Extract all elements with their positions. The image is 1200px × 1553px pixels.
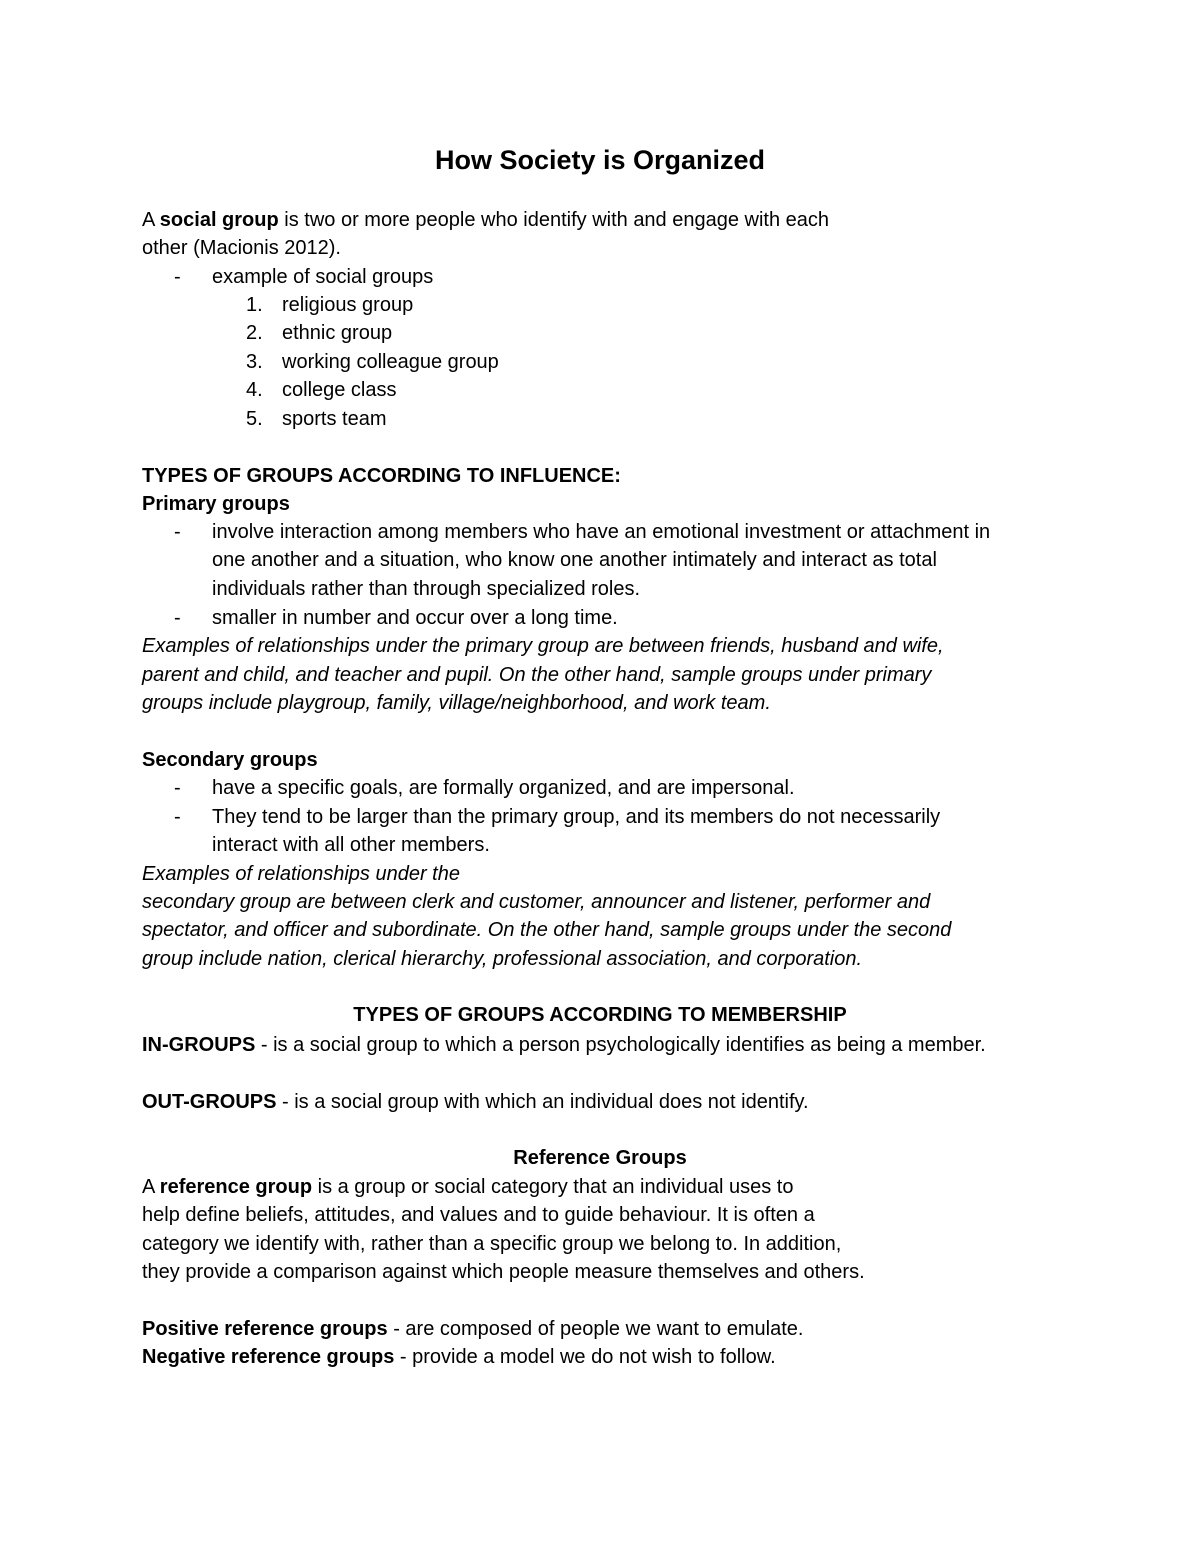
influence-heading: TYPES OF GROUPS ACCORDING TO INFLUENCE: <box>142 465 621 487</box>
primary-groups-heading: Primary groups <box>142 493 290 515</box>
in-groups-line <box>142 1033 986 1057</box>
primary-bullet-1-line-1: involve interaction among members who have an emotional investment or attachment in <box>212 521 991 543</box>
secondary-bullet-2-line-1: They tend to be larger than the primary group, and its members do not necessarily <box>212 806 941 828</box>
list-number: 1. <box>246 294 263 316</box>
reference-prefix: A <box>142 1176 160 1198</box>
list-number: 4. <box>246 379 263 401</box>
intro-line-2: other (Macionis 2012). <box>142 237 341 259</box>
page-title: How Society is Organized <box>434 145 766 175</box>
list-number: 2. <box>246 322 263 344</box>
list-item: ethnic group <box>282 322 393 344</box>
intro-line-1 <box>142 208 829 232</box>
list-item: religious group <box>282 294 414 316</box>
primary-examples-line-1: Examples of relationships under the primary group are between friends, husband and wife, <box>142 635 944 657</box>
positive-reference-definition: - are composed of people we want to emulate. <box>387 1318 804 1340</box>
secondary-bullet-1: have a specific goals, are formally organized, and are impersonal. <box>212 777 795 799</box>
secondary-examples-line-4: group include nation, clerical hierarchy, professional association, and corporation. <box>142 948 863 970</box>
secondary-groups-heading: Secondary groups <box>142 749 318 771</box>
primary-bullet-1-line-3: individuals rather than through specialized roles. <box>212 578 641 600</box>
negative-reference-definition: - provide a model we do not wish to follow. <box>394 1346 776 1368</box>
list-number: 3. <box>246 351 263 373</box>
negative-reference-term: Negative reference groups <box>142 1346 395 1368</box>
positive-reference-line <box>142 1317 803 1341</box>
primary-bullet-2: smaller in number and occur over a long time. <box>212 607 618 629</box>
in-groups-term: IN-GROUPS <box>142 1034 256 1056</box>
membership-heading: TYPES OF GROUPS ACCORDING TO MEMBERSHIP <box>353 1004 847 1026</box>
intro-prefix: A <box>142 209 160 231</box>
primary-examples-line-2: parent and child, and teacher and pupil. On the other hand, sample groups under primary <box>142 664 932 686</box>
bullet-dash: - <box>174 806 181 828</box>
out-groups-definition: - is a social group with which an individual does not identify. <box>276 1091 809 1113</box>
list-item: working colleague group <box>282 351 499 373</box>
bullet-dash: - <box>174 266 181 288</box>
in-groups-definition: - is a social group to which a person psychologically identifies as being a member. <box>255 1034 986 1056</box>
secondary-examples-line-1: Examples of relationships under the <box>142 863 460 885</box>
reference-heading: Reference Groups <box>513 1147 687 1169</box>
reference-group-term: reference group <box>159 1176 313 1198</box>
reference-line-3: category we identify with, rather than a specific group we belong to. In addition, <box>142 1233 842 1255</box>
secondary-examples-line-2: secondary group are between clerk and customer, announcer and listener, performer and <box>142 891 931 913</box>
bullet-dash: - <box>174 607 181 629</box>
reference-line-1 <box>142 1175 793 1199</box>
list-item: college class <box>282 379 397 401</box>
primary-examples-line-3: groups include playgroup, family, village/neighborhood, and work team. <box>142 692 771 714</box>
out-groups-line <box>142 1090 809 1114</box>
bullet-dash: - <box>174 777 181 799</box>
secondary-examples-line-3: spectator, and officer and subordinate. On the other hand, sample groups under the second <box>142 919 952 941</box>
secondary-bullet-2-line-2: interact with all other members. <box>212 834 490 856</box>
bullet-dash: - <box>174 521 181 543</box>
reference-line-1-rest: is a group or social category that an individual uses to <box>312 1176 794 1198</box>
intro-line-1-rest: is two or more people who identify with and engage with each <box>278 209 830 231</box>
reference-line-4: they provide a comparison against which people measure themselves and others. <box>142 1261 865 1283</box>
list-number: 5. <box>246 408 263 430</box>
negative-reference-line <box>142 1345 776 1369</box>
social-group-term: social group <box>159 209 279 231</box>
list-item: sports team <box>282 408 387 430</box>
examples-bullet: example of social groups <box>212 266 434 288</box>
positive-reference-term: Positive reference groups <box>142 1318 388 1340</box>
primary-bullet-1-line-2: one another and a situation, who know one another intimately and interact as total <box>212 549 937 571</box>
out-groups-term: OUT-GROUPS <box>142 1091 277 1113</box>
reference-line-2: help define beliefs, attitudes, and values and to guide behaviour. It is often a <box>142 1204 815 1226</box>
